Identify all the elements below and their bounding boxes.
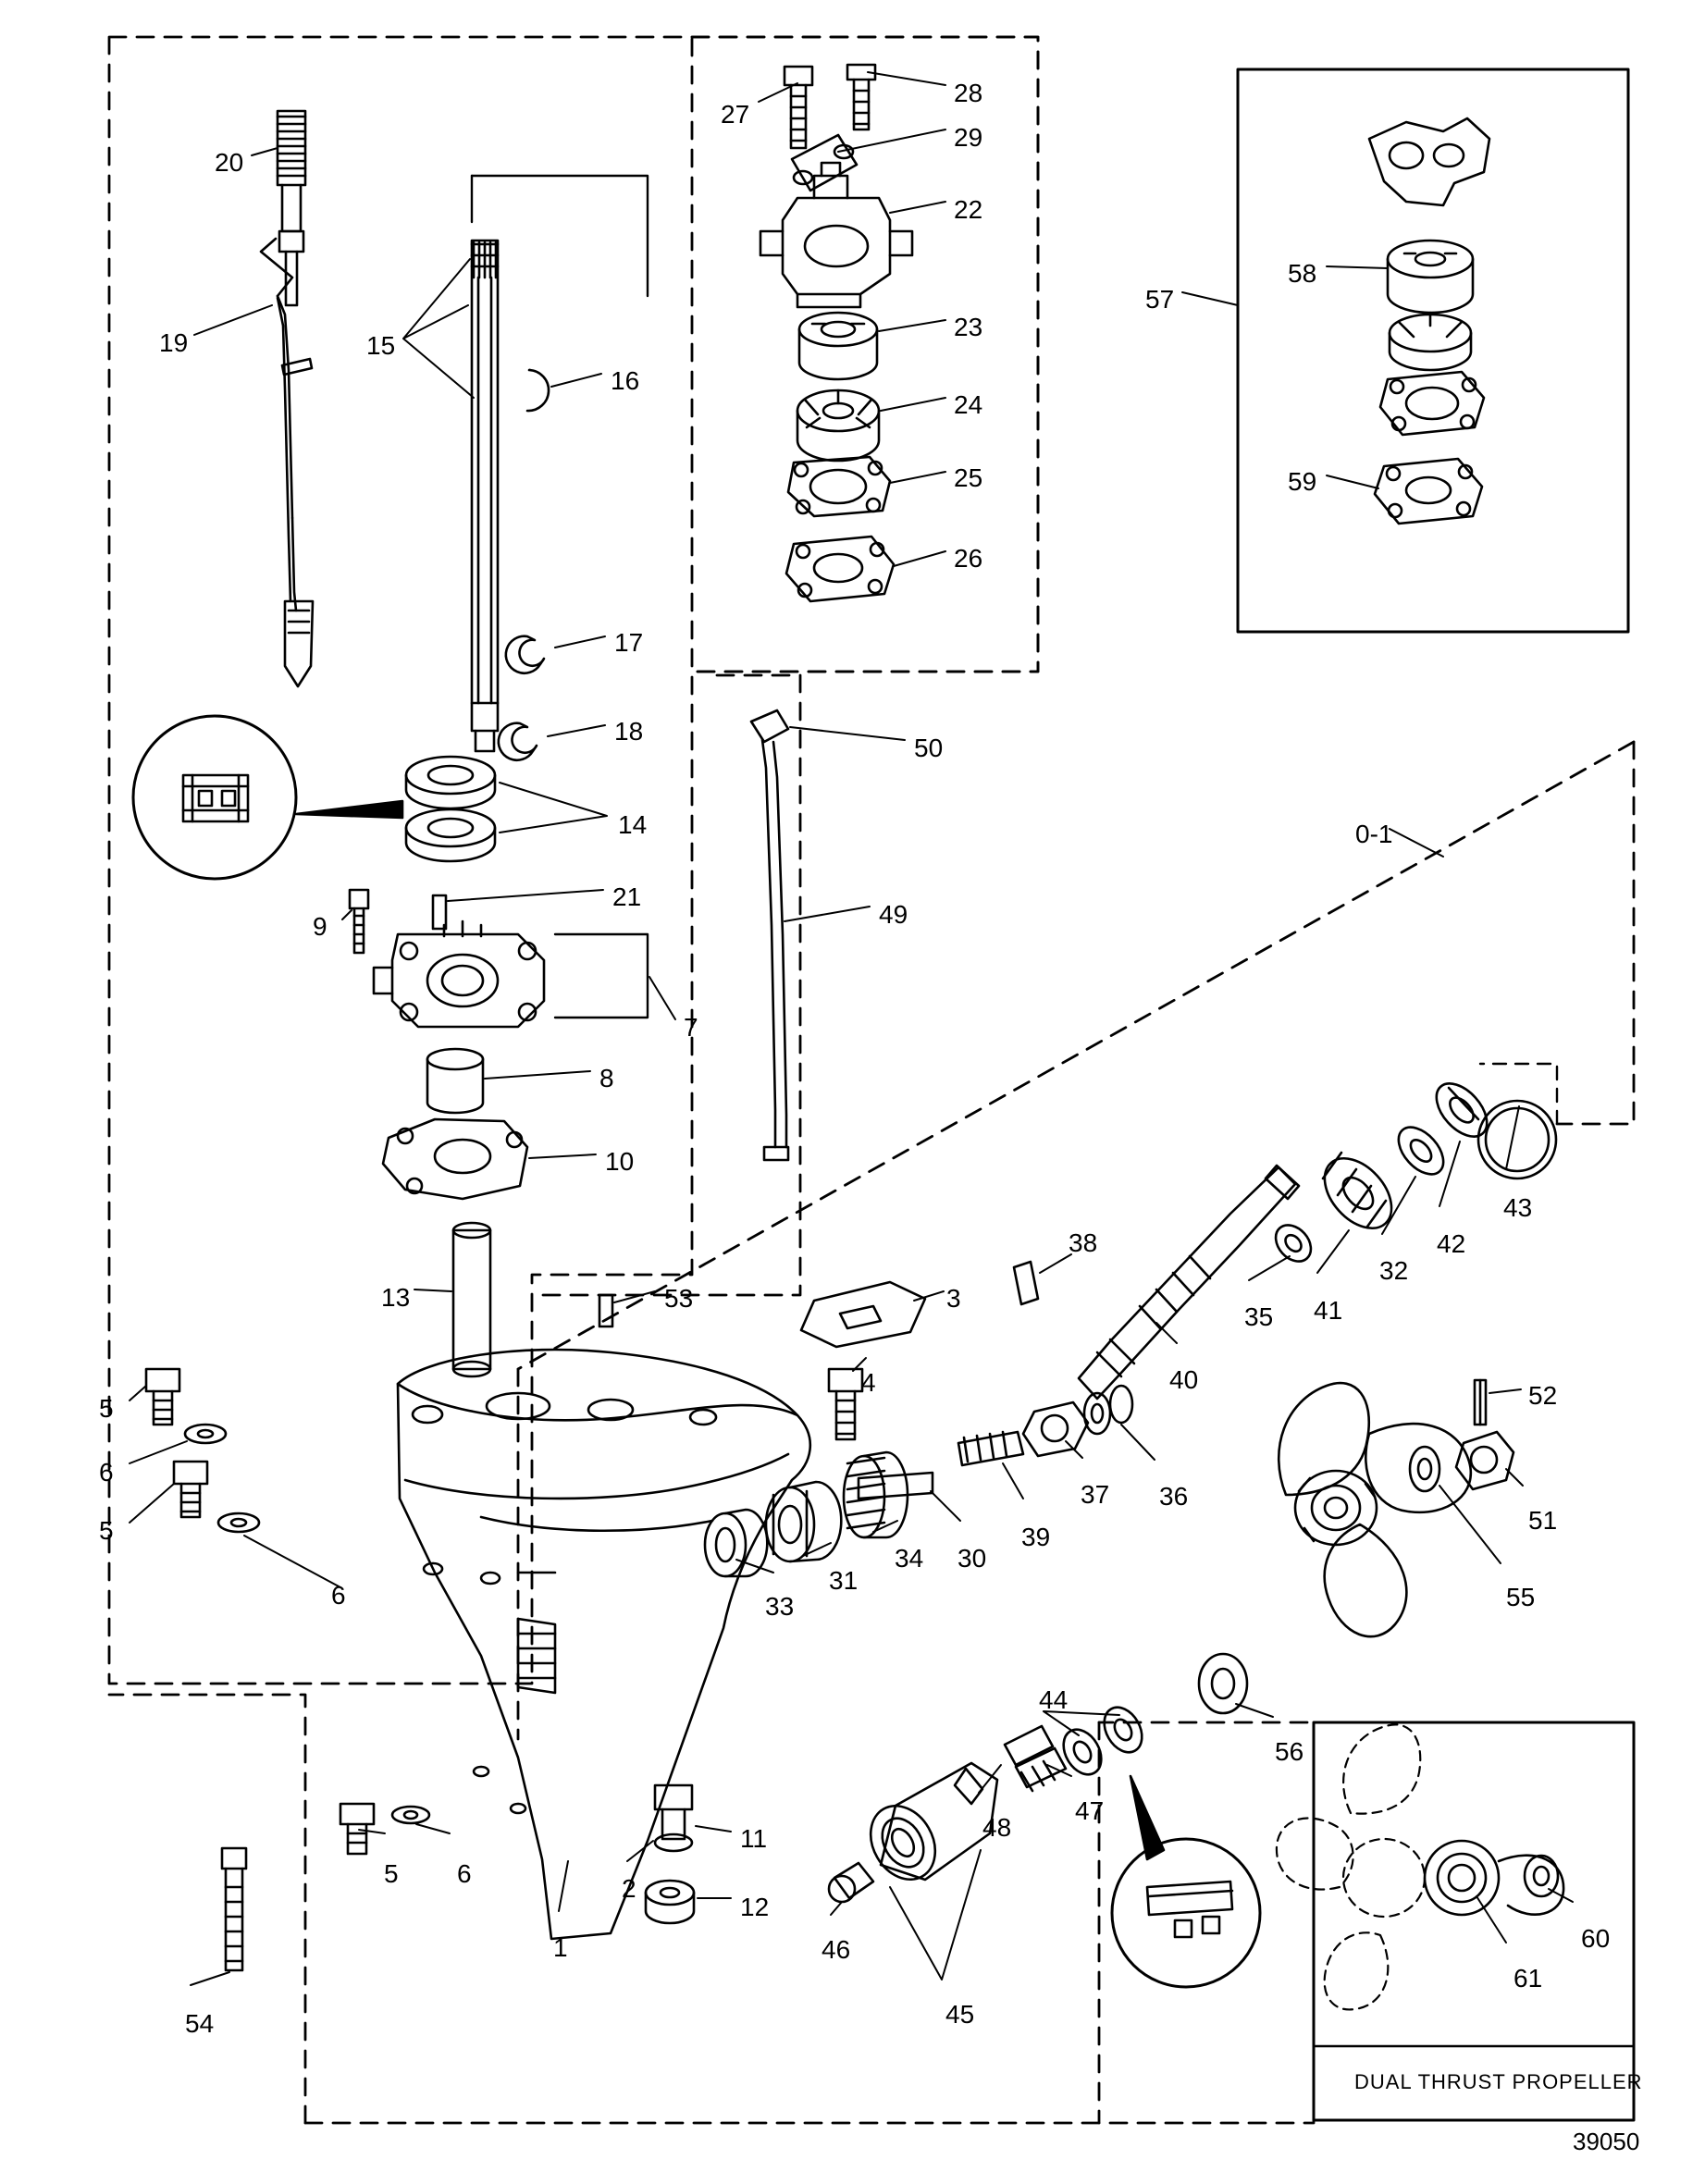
callout-12: 12 bbox=[740, 1893, 770, 1921]
part-24-impeller bbox=[797, 390, 879, 461]
part-57-kit-contents bbox=[1369, 118, 1489, 205]
part-40-drive-shaft bbox=[1079, 1166, 1299, 1399]
callout-44: 44 bbox=[1039, 1685, 1069, 1714]
part-52-cotter-pin bbox=[1475, 1380, 1486, 1425]
callout-31: 31 bbox=[829, 1566, 859, 1595]
callout-38: 38 bbox=[1069, 1228, 1098, 1257]
part-12-nut bbox=[646, 1881, 694, 1923]
part-5-bolt-b bbox=[174, 1462, 207, 1517]
callout-43: 43 bbox=[1503, 1193, 1533, 1222]
callout-30: 30 bbox=[958, 1544, 987, 1573]
callout-7: 7 bbox=[684, 1013, 698, 1042]
part-3-trim-tab bbox=[801, 1282, 925, 1347]
part-10-plate bbox=[383, 1119, 527, 1199]
callout-58: 58 bbox=[1288, 259, 1317, 288]
callout-24: 24 bbox=[954, 390, 983, 419]
callout-13: 13 bbox=[381, 1283, 411, 1312]
callout-51: 51 bbox=[1528, 1506, 1558, 1535]
part-58-impeller bbox=[1390, 313, 1471, 370]
part-9-bolt bbox=[350, 890, 368, 953]
callout-39: 39 bbox=[1021, 1523, 1051, 1551]
callout-48: 48 bbox=[982, 1813, 1012, 1842]
group-boundary-driveshaft bbox=[518, 742, 1634, 2123]
part-37-pinion-nut bbox=[1023, 1402, 1088, 1456]
callout-49: 49 bbox=[879, 900, 908, 929]
part-25-face-plate bbox=[788, 457, 890, 516]
part-26-gasket bbox=[786, 537, 894, 601]
callout-45: 45 bbox=[945, 2000, 975, 2029]
detail-magnifier-lower bbox=[1112, 1776, 1260, 1987]
part-35-thrust-washer bbox=[1268, 1218, 1317, 1268]
callout-1: 1 bbox=[553, 1933, 568, 1962]
part-18-clip bbox=[499, 723, 537, 760]
callout-61: 61 bbox=[1513, 1964, 1543, 1993]
callout-16: 16 bbox=[611, 366, 640, 395]
part-6-washer-c bbox=[392, 1807, 429, 1823]
callout-5-c: 5 bbox=[384, 1859, 399, 1888]
dual-thrust-inset-box bbox=[1314, 1722, 1634, 2120]
part-45-bearing-carrier bbox=[858, 1763, 997, 1891]
callout-8: 8 bbox=[599, 1064, 614, 1092]
part-6-washer-a bbox=[185, 1425, 226, 1443]
group-boundary-43 bbox=[1480, 1064, 1557, 1124]
part-58-insert bbox=[1388, 241, 1473, 313]
part-27-bolt bbox=[785, 67, 812, 148]
part-38-pin bbox=[1014, 1262, 1038, 1304]
callout-3: 3 bbox=[946, 1284, 961, 1313]
detail-magnifier-left bbox=[133, 716, 402, 879]
part-15-drive-shaft bbox=[472, 176, 648, 751]
group-boundary-gearcase bbox=[109, 1695, 1314, 2123]
part-4-bolt bbox=[829, 1369, 862, 1439]
part-32-bearing bbox=[1390, 1119, 1452, 1183]
callout-40: 40 bbox=[1169, 1365, 1199, 1394]
part-6-washer-b bbox=[218, 1513, 259, 1532]
part-31-bearing bbox=[766, 1482, 841, 1561]
callout-6-b: 6 bbox=[331, 1581, 346, 1610]
callout-57: 57 bbox=[1145, 285, 1175, 314]
group-boundary-shift-rod bbox=[532, 675, 800, 1295]
callout-0-1: 0-1 bbox=[1355, 820, 1393, 848]
part-39-spring-pin bbox=[958, 1432, 1023, 1465]
callout-26: 26 bbox=[954, 544, 983, 573]
callout-27: 27 bbox=[721, 100, 750, 129]
group-boundary-upper-left bbox=[109, 37, 1038, 1684]
dual-thrust-propeller-label: DUAL THRUST PROPELLER bbox=[1354, 2070, 1643, 2093]
callout-33: 33 bbox=[765, 1592, 795, 1621]
callout-5-a: 5 bbox=[99, 1394, 114, 1423]
sheet-number: 39050 bbox=[1573, 2128, 1640, 2155]
callout-15: 15 bbox=[366, 331, 396, 360]
part-21-pin bbox=[433, 895, 446, 929]
callout-4: 4 bbox=[861, 1368, 876, 1397]
callout-28: 28 bbox=[954, 79, 983, 107]
part-8-bushing bbox=[427, 1049, 483, 1113]
callout-36: 36 bbox=[1159, 1482, 1189, 1511]
callout-20: 20 bbox=[215, 148, 244, 177]
callout-54: 54 bbox=[185, 2009, 215, 2038]
callout-60: 60 bbox=[1581, 1924, 1611, 1953]
callout-52: 52 bbox=[1528, 1381, 1558, 1410]
callout-46: 46 bbox=[822, 1935, 851, 1964]
part-56-thrust-hub bbox=[1199, 1654, 1247, 1713]
callout-9: 9 bbox=[313, 912, 327, 941]
callout-56: 56 bbox=[1275, 1737, 1304, 1766]
part-48-bolt bbox=[1005, 1726, 1066, 1791]
part-22-pump-body bbox=[760, 163, 912, 307]
callout-53: 53 bbox=[664, 1284, 694, 1313]
callout-6-a: 6 bbox=[99, 1458, 114, 1487]
callout-41: 41 bbox=[1314, 1296, 1343, 1325]
part-16-retaining-ring bbox=[527, 370, 549, 411]
callout-32: 32 bbox=[1379, 1256, 1409, 1285]
callout-11: 11 bbox=[740, 1824, 768, 1853]
part-23-insert bbox=[799, 313, 877, 379]
part-55-propeller bbox=[1279, 1383, 1471, 1636]
part-59-gasket bbox=[1375, 459, 1482, 524]
callout-55: 55 bbox=[1506, 1583, 1536, 1611]
group-boundary-pump bbox=[692, 37, 1038, 672]
callout-5-b: 5 bbox=[99, 1516, 114, 1545]
callout-19: 19 bbox=[159, 328, 189, 357]
callout-35: 35 bbox=[1244, 1302, 1274, 1331]
callout-21: 21 bbox=[612, 882, 642, 911]
part-5-bolt-c bbox=[340, 1804, 374, 1854]
callout-37: 37 bbox=[1081, 1480, 1110, 1509]
part-55-washer bbox=[1410, 1447, 1439, 1491]
part-54-long-bolt bbox=[222, 1848, 246, 1970]
part-17-clip bbox=[506, 636, 544, 673]
part-58-plate bbox=[1380, 372, 1484, 435]
callout-50: 50 bbox=[914, 734, 944, 762]
part-53-pin bbox=[599, 1295, 612, 1326]
callout-6-c: 6 bbox=[457, 1859, 472, 1888]
part-46-plug bbox=[829, 1863, 873, 1902]
callout-47: 47 bbox=[1075, 1796, 1105, 1825]
part-7-bearing-carrier bbox=[374, 921, 648, 1027]
callout-17: 17 bbox=[614, 628, 644, 657]
part-51-prop-nut bbox=[1456, 1432, 1513, 1489]
part-28-bolt bbox=[847, 65, 875, 130]
part-5-bolt-a bbox=[146, 1369, 179, 1425]
callout-34: 34 bbox=[895, 1544, 924, 1573]
leader-lines bbox=[130, 72, 1573, 1985]
callout-2: 2 bbox=[622, 1874, 636, 1903]
callout-23: 23 bbox=[954, 313, 983, 341]
callout-10: 10 bbox=[605, 1147, 635, 1176]
callout-14: 14 bbox=[618, 810, 648, 839]
part-14-bearings bbox=[406, 757, 495, 861]
callout-18: 18 bbox=[614, 717, 644, 746]
callout-22: 22 bbox=[954, 195, 983, 224]
callout-59: 59 bbox=[1288, 467, 1317, 496]
part-50-49-shift-rod bbox=[751, 710, 788, 1160]
callout-29: 29 bbox=[954, 123, 983, 152]
callout-25: 25 bbox=[954, 463, 983, 492]
callout-42: 42 bbox=[1437, 1229, 1466, 1258]
part-41-pinion-gear bbox=[1312, 1146, 1404, 1241]
part-11-plug bbox=[655, 1785, 692, 1851]
